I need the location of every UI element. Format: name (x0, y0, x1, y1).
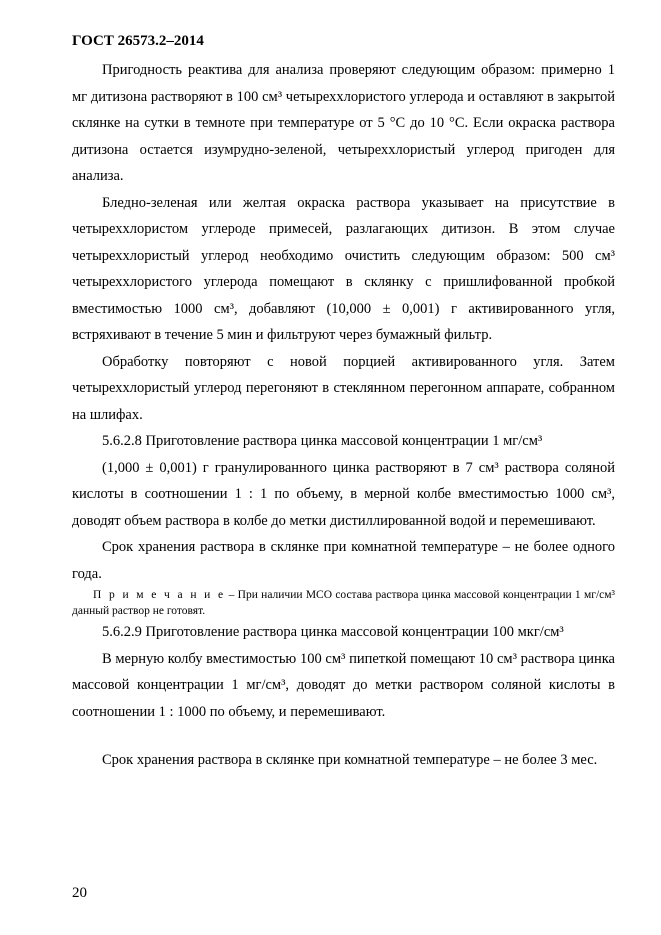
page-number: 20 (72, 885, 87, 901)
note-block (72, 587, 615, 619)
paragraph-purification: Бледно-зеленая или желтая окраска раствора указывает на присутствие в четыреххлористом углероде примесей, разлагающих дитизон. В этом случае четыреххлористый углерод необходимо очистить следующим образом: 500 см³ четыреххлористого углерода помещают в склянку с пришлифованной пробкой вместимостью 1000 см³, добавляют (10,000 ± 0,001) г активированного угля, встряхивают в течение 5 мин и фильтруют через бумажный фильтр. (72, 194, 615, 343)
note-text: – При наличии МСО состава раствора цинка массовой концентрации 1 мг/см³ данный раствор не готовят. (72, 589, 615, 617)
note-label: П р и м е ч а н и е (93, 589, 226, 601)
section-heading-5-6-2-8: 5.6.2.8 Приготовление раствора цинка массовой концентрации 1 мг/см³ (102, 433, 543, 449)
body-text (72, 57, 615, 774)
paragraph-repeat-treatment: Обработку повторяют с новой порцией активированного угля. Затем четыреххлористый углерод перегоняют в стеклянном перегонном аппарате, собранном на шлифах. (72, 353, 615, 423)
blank-spacer (72, 725, 615, 747)
paragraph-reagent-check: Пригодность реактива для анализа проверяют следующим образом: примерно 1 мг дитизона растворяют в 100 см³ четыреххлористого углерода и оставляют в закрытой склянке на сутки в темноте при температуре от 5 °С до 10 °С. Если окраска раствора дитизона остается изумрудно-зеленой, четыреххлористый углерод пригоден для анализа. (72, 62, 615, 184)
document-header: ГОСТ 26573.2–2014 (72, 33, 204, 49)
paragraph-storage-three-months: Срок хранения раствора в склянке при комнатной температуре – не более 3 мес. (102, 752, 598, 768)
section-heading-5-6-2-9: 5.6.2.9 Приготовление раствора цинка массовой концентрации 100 мкг/см³ (102, 624, 564, 640)
paragraph-dilution: В мерную колбу вместимостью 100 см³ пипеткой помещают 10 см³ раствора цинка массовой концентрации 1 мг/см³, доводят до метки раствором соляной кислоты в соотношении 1 : 1000 по объему, и перемешивают. (72, 650, 615, 720)
paragraph-storage-one-year: Срок хранения раствора в склянке при комнатной температуре – не более одного года. (72, 539, 615, 582)
paragraph-zinc-preparation: (1,000 ± 0,001) г гранулированного цинка растворяют в 7 см³ раствора соляной кислоты в соотношении 1 : 1 по объему, в мерной колбе вместимостью 1000 см³, доводят объем раствора в колбе до метки дистиллированной водой и перемешивают. (72, 459, 615, 529)
